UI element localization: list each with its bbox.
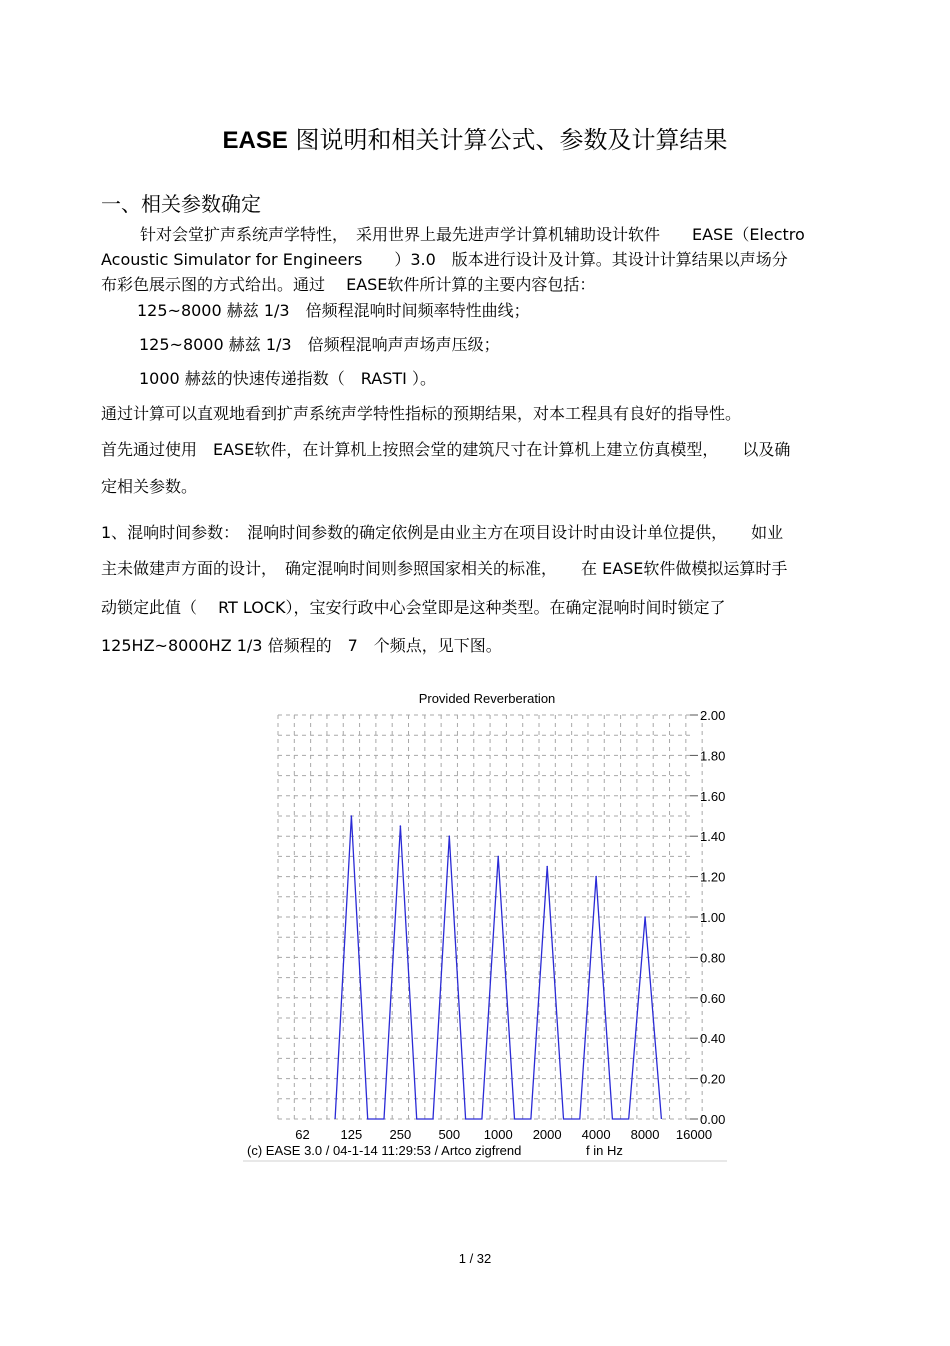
chart-svg (243, 686, 727, 1162)
section-heading: 一、相关参数确定 (101, 192, 261, 216)
x-tick-label: 1000 (483, 1127, 513, 1142)
peak-point-4000 (595, 876, 597, 878)
peak-point-2000 (546, 866, 548, 868)
list-item-1: 125~8000 赫兹 1/3 倍频程混响时间频率特性曲线； (137, 301, 530, 320)
peak-point-1000 (497, 856, 499, 858)
chart-credit: (c) EASE 3.0 / 04-1-14 11:29:53 / Artco zigfrend (247, 1143, 522, 1158)
para4-line2: 主未做建声方面的设计， 确定混响时间则参照国家相关的标准， 在 EASE软件做模拟运算时手 (101, 559, 788, 578)
y-tick-label: 1.00 (700, 910, 726, 925)
para3-line2: 定相关参数。 (101, 477, 198, 496)
y-tick-label: 0.60 (700, 990, 726, 1006)
para1-line2: Acoustic Simulator for Engineers ）3.0 版本进行设计及计算。其设计计算结果以声场分 (101, 250, 788, 269)
para1-line3: 布彩色展示图的方式给出。通过 EASE软件所计算的主要内容包括： (101, 275, 596, 294)
x-tick-label: 16000 (675, 1127, 713, 1142)
para3-line1: 首先通过使用 EASE软件，在计算机上按照会堂的建筑尺寸在计算机上建立仿真模型， 以及确 (101, 440, 791, 459)
page-title (0, 120, 950, 155)
reverberation-chart (243, 686, 727, 1162)
para4-line3: 动锁定此值（ RT LOCK），宝安行政中心会堂即是这种类型。在确定混响时间时锁定了 (101, 598, 726, 617)
x-tick-label: 500 (438, 1127, 461, 1142)
y-tick-label: 1.20 (700, 869, 726, 885)
y-tick-label: 0.20 (700, 1071, 726, 1087)
x-tick-label: 8000 (630, 1127, 660, 1142)
y-tick-label: 0.00 (700, 1112, 726, 1127)
list-item-2: 125~8000 赫兹 1/3 倍频程混响声声场声压级； (139, 335, 500, 354)
x-axis-label: f in Hz (586, 1143, 623, 1158)
chart-background (243, 686, 727, 1162)
para4-line1: 1、混响时间参数： 混响时间参数的确定依例是由业主方在项目设计时由设计单位提供， 如业 (101, 523, 784, 542)
chart-title: Provided Reverberation (418, 691, 556, 706)
page-number: 1 / 32 (458, 1251, 492, 1266)
x-tick-label: 125 (340, 1127, 363, 1142)
peak-point-8000 (644, 916, 646, 918)
y-tick-label: 2.00 (700, 708, 726, 723)
title-ease: EASE (222, 127, 288, 154)
title-rest: 图说明和相关计算公式、参数及计算结果 (287, 126, 728, 154)
y-tick-label: 0.40 (700, 1031, 726, 1047)
list-item-3: 1000 赫兹的快速传递指数（ RASTI ）。 (139, 369, 436, 388)
peak-point-250 (400, 825, 402, 827)
x-tick-label: 2000 (532, 1127, 562, 1142)
para2: 通过计算可以直观地看到扩声系统声学特性指标的预期结果，对本工程具有良好的指导性。 (101, 404, 742, 423)
para4-line4: 125HZ~8000HZ 1/3 倍频程的 7 个频点，见下图。 (101, 636, 502, 655)
y-tick-label: 1.40 (700, 829, 726, 845)
x-tick-label: 4000 (581, 1127, 611, 1142)
y-tick-label: 1.80 (700, 748, 726, 764)
y-tick-label: 0.80 (700, 950, 726, 966)
peak-point-500 (448, 835, 450, 837)
para1-line1: 针对会堂扩声系统声学特性， 采用世界上最先进声学计算机辅助设计软件 EASE（Electro (140, 225, 805, 244)
x-tick-label: 62 (295, 1127, 310, 1142)
peak-point-125 (351, 815, 353, 817)
x-tick-label: 250 (389, 1127, 412, 1142)
y-tick-label: 1.60 (700, 788, 726, 804)
